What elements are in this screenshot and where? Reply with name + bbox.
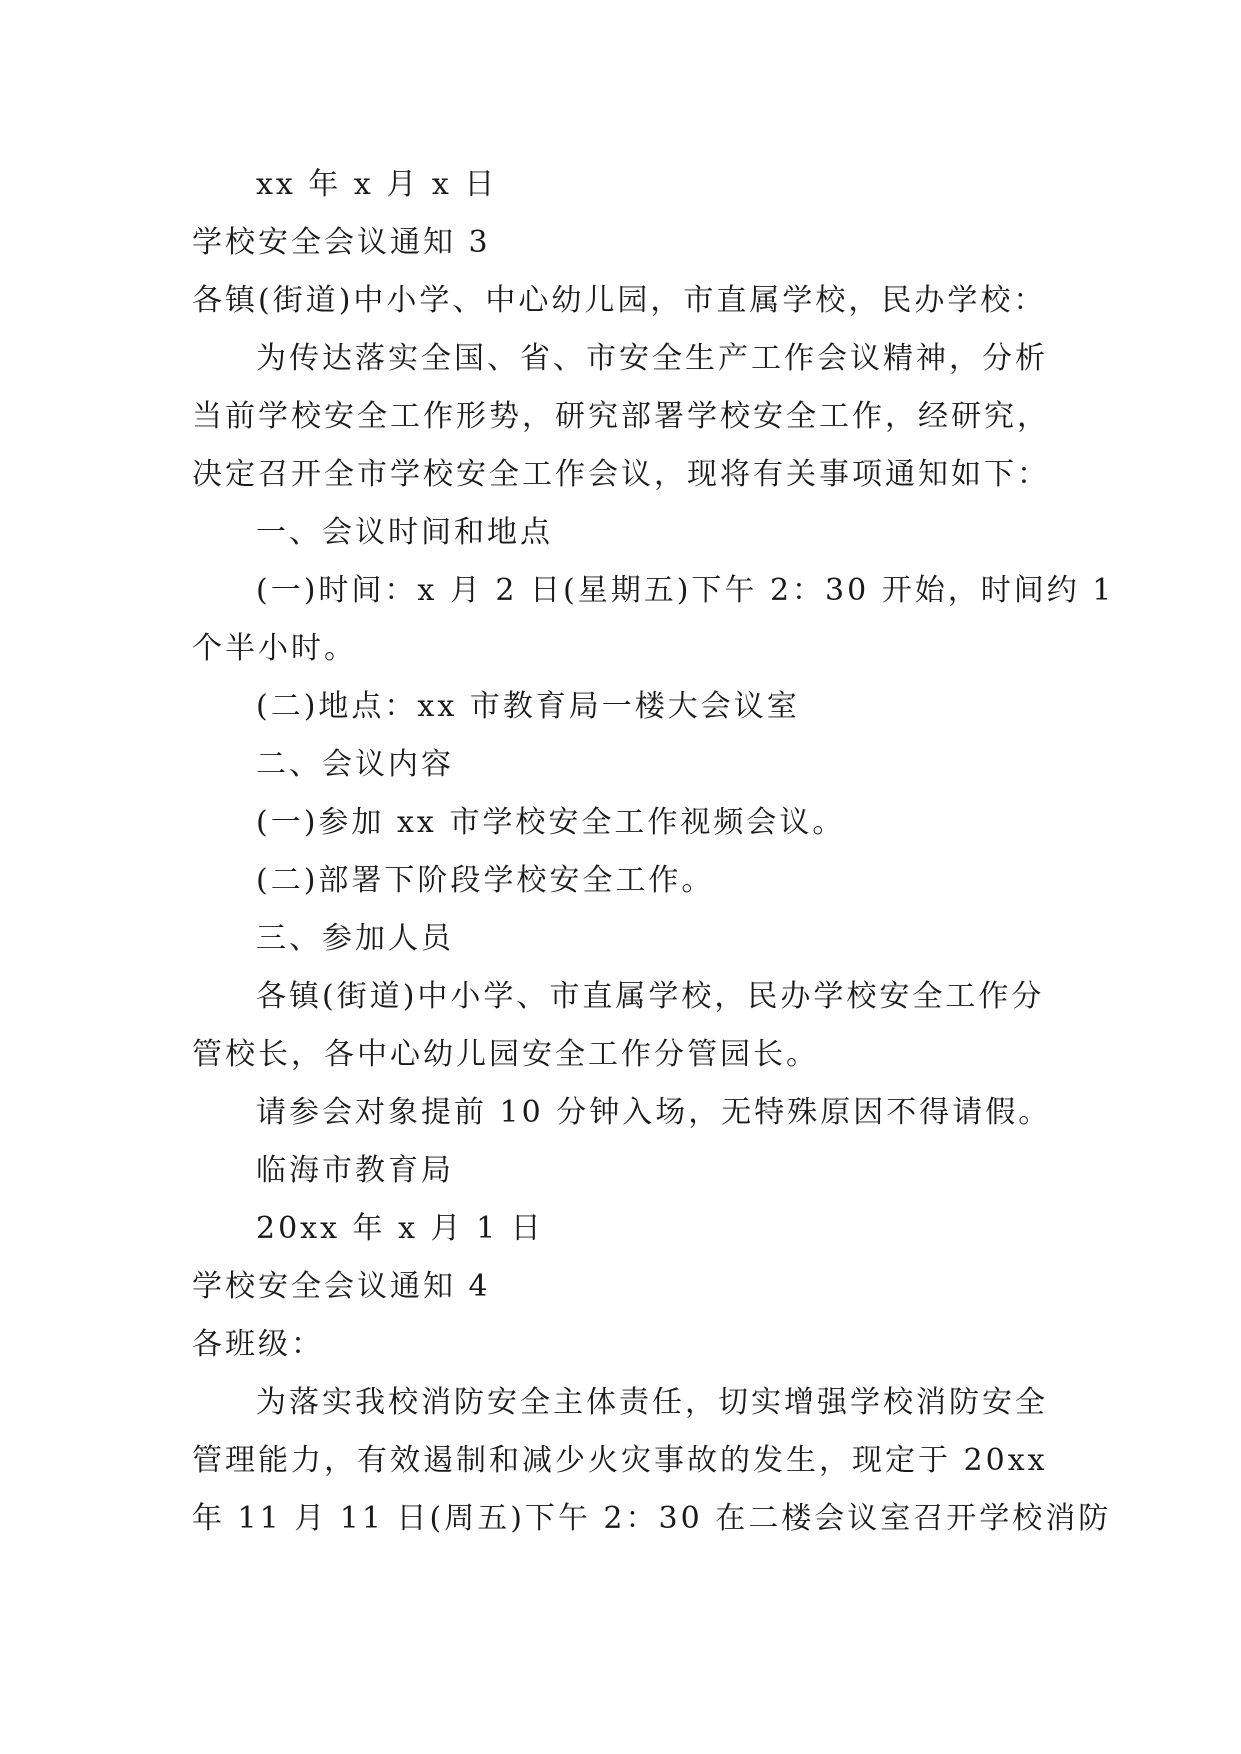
paragraph-line: 请参会对象提前 10 分钟入场，无特殊原因不得请假。 (256, 1095, 1052, 1130)
paragraph-line: 决定召开全市学校安全工作会议，现将有关事项通知如下： (192, 457, 1050, 492)
paragraph-line: (二)地点：xx 市教育局一楼大会议室 (256, 689, 800, 724)
paragraph-line: 年 11 月 11 日(周五)下午 2：30 在二楼会议室召开学校消防 (192, 1501, 1112, 1536)
recipients: 各镇(街道)中小学、中心幼儿园，市直属学校，民办学校： (192, 283, 1047, 318)
section-heading: 一、会议时间和地点 (256, 515, 553, 550)
date-line: xx 年 x 月 x 日 (256, 167, 498, 202)
notice-title-3: 学校安全会议通知 3 (192, 225, 491, 260)
notice-title-4: 学校安全会议通知 4 (192, 1269, 491, 1304)
recipients: 各班级： (192, 1327, 324, 1362)
section-heading: 二、会议内容 (256, 747, 454, 782)
paragraph-line: 为落实我校消防安全主体责任，切实增强学校消防安全 (256, 1385, 1048, 1420)
paragraph-line: 管理能力，有效遏制和减少火灾事故的发生，现定于 20xx (192, 1443, 1048, 1478)
signature-org: 临海市教育局 (256, 1153, 454, 1188)
paragraph-line: 当前学校安全工作形势，研究部署学校安全工作，经研究， (192, 399, 1050, 434)
signature-date: 20xx 年 x 月 1 日 (256, 1211, 544, 1246)
paragraph-line: 为传达落实全国、省、市安全生产工作会议精神，分析 (256, 341, 1048, 376)
paragraph-line: (二)部署下阶段学校安全工作。 (256, 863, 715, 898)
paragraph-line: 个半小时。 (192, 631, 357, 666)
paragraph-line: (一)参加 xx 市学校安全工作视频会议。 (256, 805, 846, 840)
paragraph-line: (一)时间：x 月 2 日(星期五)下午 2：30 开始，时间约 1 (256, 573, 1115, 608)
section-heading: 三、参加人员 (256, 921, 454, 956)
paragraph-line: 各镇(街道)中小学、市直属学校，民办学校安全工作分 (256, 979, 1045, 1014)
paragraph-line: 管校长，各中心幼儿园安全工作分管园长。 (192, 1037, 819, 1072)
